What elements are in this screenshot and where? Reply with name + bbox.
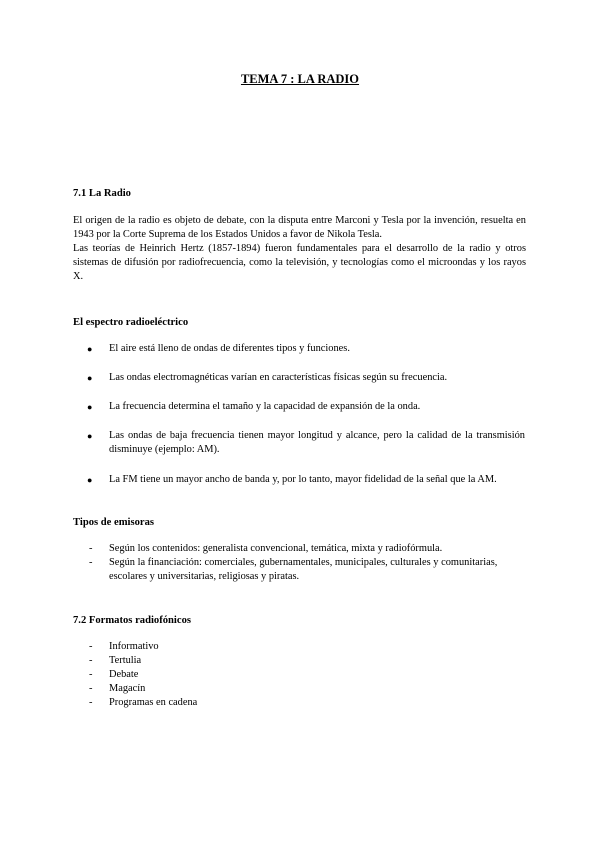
- bullet-icon: ●: [87, 431, 93, 441]
- paragraph-hertz: Las teorías de Heinrich Hertz (1857-1894) fueron fundamentales para el desarrollo de la radio y otros sistemas de difusión por radiofrecuencia, como la televisión, y tecnologías como el microondas y los rayos X.: [73, 243, 526, 282]
- bullet-icon: ●: [87, 373, 93, 383]
- dash-marker-icon: -: [89, 557, 93, 568]
- section-body-la-radio: [73, 214, 526, 284]
- list-item-text: Las ondas de baja frecuencia tienen mayor longitud y alcance, pero la calidad de la transmisión disminuye (ejemplo: AM).: [109, 430, 525, 455]
- list-item-text: Programas en cadena: [109, 697, 198, 708]
- paragraph-origin: El origen de la radio es objeto de debate, con la disputa entre Marconi y Tesla por la invención, resuelta en 1943 por la Corte Suprema de los Estados Unidos a favor de Nikola Tesla.: [73, 215, 526, 240]
- list-item: [87, 371, 525, 385]
- list-item-text: Según los contenidos: generalista convencional, temática, mixta y radiofórmula.: [109, 543, 443, 554]
- list-item-text: La frecuencia determina el tamaño y la capacidad de expansión de la onda.: [109, 401, 421, 412]
- list-item-text: Debate: [109, 669, 139, 680]
- dash-marker-icon: -: [89, 697, 93, 708]
- section-heading-tipos-emisoras: Tipos de emisoras: [73, 517, 155, 528]
- list-item-text: Según la financiación: comerciales, gubernamentales, municipales, culturales y comunitarias, escolares y universitarias, religiosas y piratas.: [109, 557, 498, 582]
- dash-marker-icon: -: [89, 669, 93, 680]
- list-item-text: La FM tiene un mayor ancho de banda y, por lo tanto, mayor fidelidad de la señal que la AM.: [109, 474, 497, 485]
- dash-marker-icon: -: [89, 683, 93, 694]
- list-item: [89, 668, 525, 682]
- dash-marker-icon: -: [89, 543, 93, 554]
- list-item: [89, 682, 525, 696]
- list-item: [87, 429, 525, 457]
- list-item: [89, 640, 525, 654]
- section-heading-espectro: El espectro radioeléctrico: [73, 317, 189, 328]
- list-item-text: Informativo: [109, 641, 159, 652]
- dash-marker-icon: -: [89, 641, 93, 652]
- list-item: [87, 473, 525, 487]
- dash-marker-icon: -: [89, 655, 93, 666]
- list-item: [87, 400, 525, 414]
- list-item: [89, 696, 525, 710]
- list-item: [89, 542, 525, 556]
- bullet-icon: ●: [87, 475, 93, 485]
- bullet-icon: ●: [87, 402, 93, 412]
- page-title: TEMA 7 : LA RADIO: [240, 72, 360, 86]
- section-heading-formatos: 7.2 Formatos radiofónicos: [73, 615, 191, 626]
- list-item: [89, 654, 525, 668]
- list-item: [89, 556, 525, 584]
- section-heading-la-radio: 7.1 La Radio: [73, 188, 131, 199]
- list-item-text: Magacín: [109, 683, 146, 694]
- list-item-text: Tertulia: [109, 655, 142, 666]
- list-item-text: Las ondas electromagnéticas varían en características físicas según su frecuencia.: [109, 372, 448, 383]
- list-item: [87, 342, 525, 356]
- list-item-text: El aire está lleno de ondas de diferentes tipos y funciones.: [109, 343, 350, 354]
- bullet-icon: ●: [87, 344, 93, 354]
